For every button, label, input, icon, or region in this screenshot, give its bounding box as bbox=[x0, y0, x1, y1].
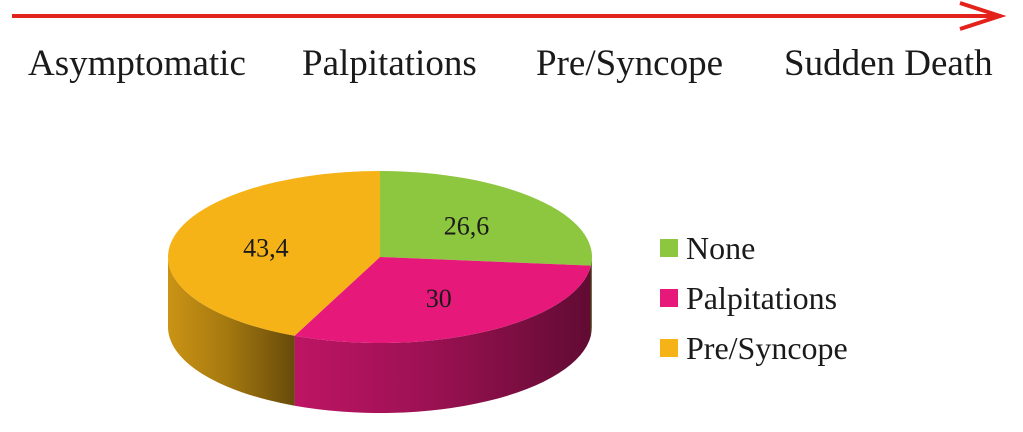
data-label-pre-syncope: 43,4 bbox=[243, 233, 289, 263]
legend-label: Pre/Syncope bbox=[686, 330, 848, 366]
legend-label: None bbox=[686, 230, 756, 266]
legend-swatch bbox=[660, 289, 678, 307]
legend-swatch bbox=[660, 339, 678, 357]
legend-swatch bbox=[660, 239, 678, 257]
data-label-none: 26,6 bbox=[443, 211, 490, 241]
stage-sudden-death: Sudden Death bbox=[784, 43, 993, 84]
pie-tops bbox=[168, 171, 592, 343]
pie-side-none bbox=[591, 257, 592, 336]
stage-palpitations: Palpitations bbox=[302, 43, 477, 84]
legend-item-palpitations bbox=[660, 273, 960, 323]
data-label-palpitations: 30 bbox=[425, 283, 452, 313]
legend-item-none bbox=[660, 223, 960, 273]
stage-pre-syncope: Pre/Syncope bbox=[536, 43, 724, 84]
legend-item-pre-syncope bbox=[660, 323, 960, 373]
stage-asymptomatic: Asymptomatic bbox=[28, 43, 246, 84]
chart-legend bbox=[660, 223, 960, 373]
legend-label: Palpitations bbox=[686, 280, 838, 316]
